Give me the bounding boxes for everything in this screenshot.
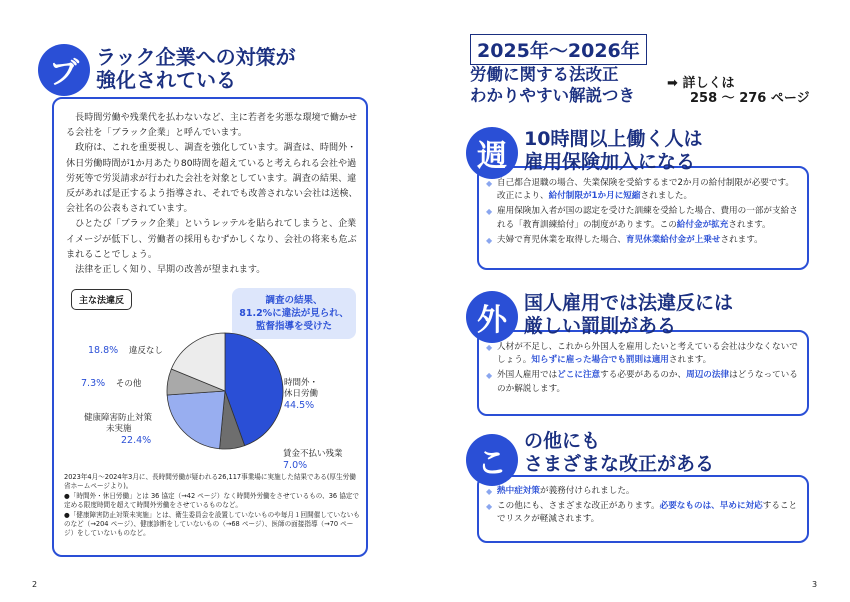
section-title: 10時間以上働く人は 雇用保険加入になる: [524, 128, 703, 173]
bullet-item: ◆ 外国人雇用ではどこに注意する必要があるのか、周辺の法律はどうなっているのか解説します。: [486, 369, 800, 395]
bullet-item: ◆ この他にも、さまざまな改正があります。必要なものは、早めに対応することでリスクが軽減されます。: [486, 500, 800, 526]
article-body: [66, 111, 358, 278]
bullet-item: ◆ 人材が不足し、これから外国人を雇用したいと考えている会社は少なくないでしょう。知らずに雇った場合でも罰則は適用されます。: [486, 341, 800, 367]
page-number-right: 3: [812, 580, 818, 589]
paragraph: 政府は、これを重要視し、調査を強化しています。調査は、時間外・休日労働時間が1か月あたり80時間を超えていると考えられる会社や過労死等で労災請求が行われた会社を対象としています。調査の結果、違反があれば是正するよう指導され、それでも改善されない会社は送検、会社名の公表もされています。: [66, 143, 358, 215]
page-subtitle: 労働に関する法改正 わかりやすい解説つき: [470, 65, 635, 105]
section-bubble: 外: [466, 291, 518, 343]
bullet-item: ◆ 熱中症対策が義務付けられました。: [486, 485, 800, 498]
violation-pie-chart: [165, 326, 285, 456]
paragraph: 法律を正しく知り、早期の改善が望まれます。: [75, 265, 266, 276]
section-bubble: 週: [466, 127, 518, 179]
paragraph: 長時間労働や残業代を払わないなど、主に若者を劣悪な環境で働かせる会社を「ブラック企業」と呼んでいます。: [66, 113, 358, 139]
pie-slice-health: [167, 391, 225, 449]
result-callout: 調査の結果、 81.2%に違法が見られ、 監督指導を受けた: [232, 288, 356, 339]
page-title: ラック企業への対策が 強化されている: [96, 45, 296, 92]
slice-label-health: 健康障害防止対策 未実施 22.4%: [84, 413, 153, 446]
bullet-item: ◆ 雇用保険加入者が国の認定を受けた訓練を受給した場合、費用の一部が支給される「教育訓練給付」の制度があります。この給付金が拡充されます。: [486, 205, 800, 231]
paragraph: ひとたび「ブラック企業」というレッテルを貼られてしまうと、企業イメージが低下し、労働者の採用もむずかしくなり、会社の将来も危ぶまれることでしょう。: [66, 219, 357, 260]
section-bullets: [486, 177, 800, 249]
page-number-left: 2: [32, 580, 38, 589]
section-title: 国人雇用では法違反には 厳しい罰則がある: [524, 292, 734, 337]
bullet-item: ◆ 夫婦で育児休業を取得した場合、育児休業給付金が上乗せされます。: [486, 234, 800, 247]
section-bullets: [486, 341, 800, 398]
slice-label-other: 7.3% その他: [81, 378, 142, 389]
detail-reference: ➡ 詳しくは 258 ～ 276 ページ: [667, 76, 810, 106]
year-label: 2025年～2026年: [470, 34, 647, 65]
section-bubble: こ: [466, 434, 518, 486]
bullet-item: ◆ 自己都合退職の場合、失業保険を受給するまで2か月の給付制限が必要です。改正により、給付制限が1か月に短縮されました。: [486, 177, 800, 203]
slice-label-overtime: 時間外・ 休日労働 44.5%: [284, 378, 319, 411]
slice-label-none: 18.8% 違反なし: [88, 345, 163, 356]
section-title: の他にも さまざまな改正がある: [524, 430, 715, 475]
chart-notes: 2023年4月～2024年3月に、長時間労働が疑われる26,117事業場に実施した結果である(厚生労働省ホームページより)。 ●「時間外・休日労働」とは 36 協定（→42 ページ）なく時間外労働をさせているもの、36 協定で定める限度時間を超えて時間外労働をさせているものなど。 ●「健康障害防止対策未実施」とは、衛生委員会を設置していないものや毎月１回開催していないものなど（→204 ページ）、健康診断をしていないもの（→68 ページ）、医師の面接指導（→70 ページ）をしていないものなど。: [64, 473, 360, 538]
slice-label-unpaid: 賃金不払い残業 7.0%: [283, 449, 343, 471]
arrow-right-icon: ➡: [667, 76, 678, 91]
section-bullets: [486, 485, 800, 529]
title-bubble: ブ: [38, 44, 90, 96]
chart-chip: 主な法違反: [71, 289, 132, 310]
